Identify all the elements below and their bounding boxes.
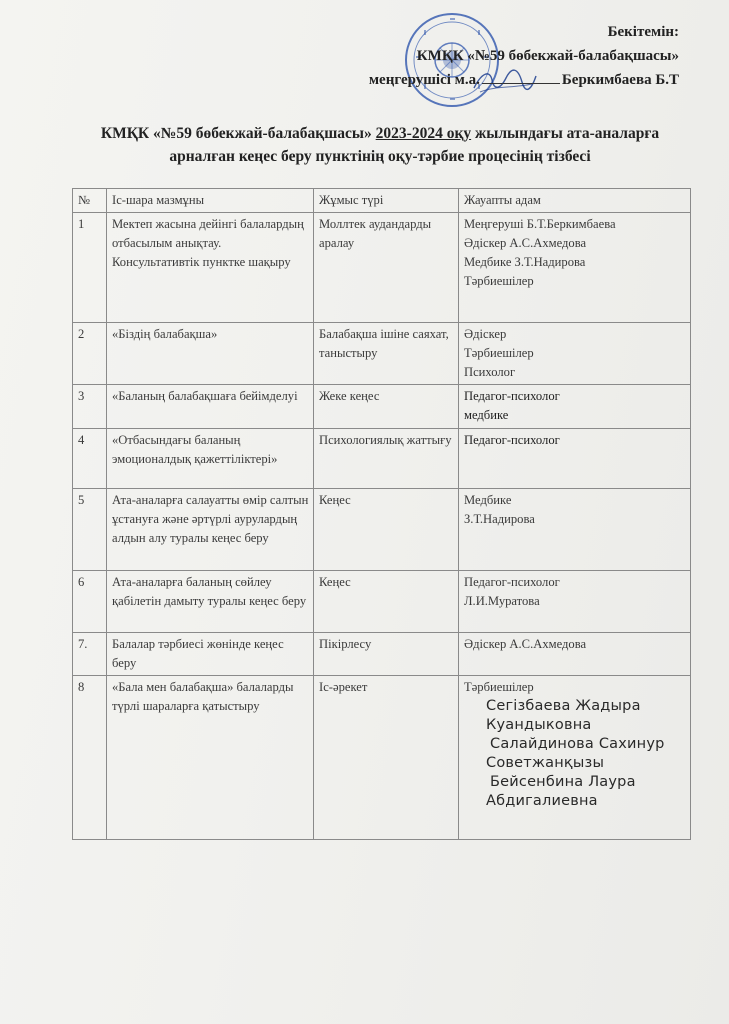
organization-name: КМҚК «№59 бөбекжай-балабақшасы» [416,48,679,64]
table-row [73,213,691,323]
header-type: Жұмыс түрі [314,189,459,213]
row-number: 1 [73,213,107,323]
table-row [73,489,691,571]
row-content: «Біздің балабақша» [107,323,314,385]
row-type: Психологиялық жаттығу [314,429,459,489]
teacher-name: Абдигалиевна [486,793,598,809]
responsible-person: Психолог [464,365,516,379]
director-name: Беркимбаева Б.Т [561,72,679,88]
teacher-name: Сегізбаева Жадыра [486,698,641,714]
table-row [73,429,691,489]
row-number: 4 [73,429,107,489]
responsible-person: Медбике [464,493,512,507]
table-row [73,633,691,676]
responsible-person: Педагог-психолог [464,433,560,447]
row-content: Ата-аналарға баланың сөйлеу қабілетін дамыту туралы кеңес беру [107,571,314,633]
teacher-name: Куандыковна [486,717,592,733]
row-responsible [459,571,691,633]
approval-block [279,20,679,92]
row-type: Балабақша ішіне саяхат, таныстыру [314,323,459,385]
header-responsible: Жауапты адам [459,189,691,213]
responsible-person: медбике [464,408,509,422]
row-number: 3 [73,385,107,429]
row-content: Мектеп жасына дейінгі балалардың отбасылым анықтау. Консультативтік пунктке шақыру [107,213,314,323]
responsible-person: Л.И.Муратова [464,594,540,608]
row-type: Іс-әрекет [314,676,459,840]
row-type: Жеке кеңес [314,385,459,429]
header-number: № [73,189,107,213]
table-row [73,571,691,633]
header-content: Іс-шара мазмұны [107,189,314,213]
table-header-row [73,189,691,213]
table-row [73,323,691,385]
title-part-3: жылындағы ата-аналарға арналған кеңес беру пунктінің оқу-тәрбие процесінің тізбесі [169,125,660,165]
row-responsible [459,633,691,676]
director-prefix: меңгерушісі м.а. [368,72,480,88]
responsible-person: Әдіскер [464,327,507,341]
row-number: 7. [73,633,107,676]
table-row [73,385,691,429]
row-number: 6 [73,571,107,633]
row-type: Кеңес [314,489,459,571]
responsible-person: Педагог-психолог [464,389,560,403]
row-responsible [459,489,691,571]
responsible-person: Меңгеруші Б.Т.Беркимбаева [464,217,616,231]
row-responsible [459,385,691,429]
row-responsible [459,323,691,385]
responsible-person: Педагог-психолог [464,575,560,589]
teacher-name: Советжанқызы [486,755,605,771]
teacher-name: Бейсенбина Лаура [490,774,636,790]
row-responsible [459,429,691,489]
row-number: 5 [73,489,107,571]
row-content: «Баланың балабақшаға бейімделуі [107,385,314,429]
row-content: Ата-аналарға салауатты өмір салтын ұстануға және әртүрлі аурулардың алдын алу туралы кеңес беру [107,489,314,571]
title-part-2: 2023-2024 оқу [375,125,472,142]
table-row [73,676,691,840]
responsible-person: Әдіскер А.С.Ахмедова [464,637,587,651]
responsible-person: З.Т.Надирова [464,512,535,526]
title-part-1: КМҚК «№59 бөбекжай-балабақшасы» [100,125,376,142]
row-content: «Бала мен балабақша» балаларды түрлі шараларға қатыстыру [107,676,314,840]
responsible-person: Медбике З.Т.Надирова [464,255,586,269]
row-responsible [459,213,691,323]
row-type: Моллтек аудандарды аралау [314,213,459,323]
plan-table [72,188,691,840]
row-number: 2 [73,323,107,385]
row-number: 8 [73,676,107,840]
approve-label: Бекітемін: [607,24,679,40]
document-title [85,122,675,168]
row-type: Пікірлесу [314,633,459,676]
row-content: Балалар тәрбиесі жөнінде кеңес беру [107,633,314,676]
responsible-person: Тәрбиешілер [464,274,534,288]
row-content: «Отбасындағы баланың эмоционалдық қажеттіліктері» [107,429,314,489]
signature-line [482,69,560,84]
responsible-person: Тәрбиешілер [464,346,534,360]
row-responsible [459,676,691,840]
responsible-title: Тәрбиешілер [464,680,534,694]
row-type: Кеңес [314,571,459,633]
teacher-name: Салайдинова Сахинур [490,736,665,752]
director-line [369,68,679,92]
responsible-person: Әдіскер А.С.Ахмедова [464,236,587,250]
